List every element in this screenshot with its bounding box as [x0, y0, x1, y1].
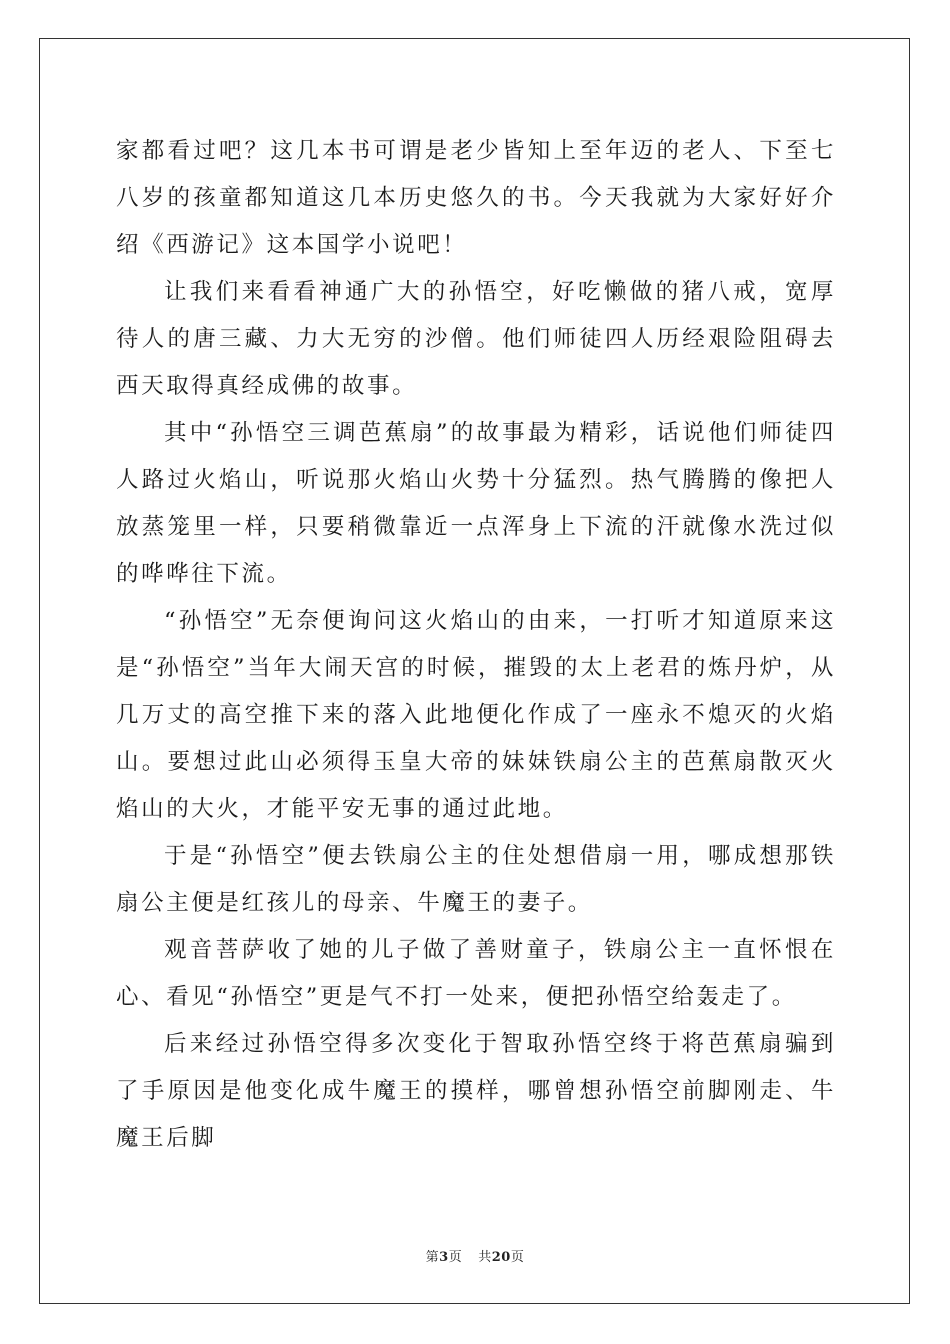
paragraph-7: 后来经过孙悟空得多次变化于智取孙悟空终于将芭蕉扇骗到了手原因是他变化成牛魔王的摸样，哪曾想孙悟空前脚刚走、牛魔王后脚: [116, 1031, 836, 1151]
footer-page-suffix: 页: [448, 1250, 463, 1265]
paragraph-3: 其中“孙悟空三调芭蕉扇”的故事最为精彩，话说他们师徒四人路过火焰山，听说那火焰山火势十分猛烈。热气腾腾的像把人放蒸笼里一样，只要稍微靠近一点浑身上下流的汗就像水洗过似的哗哗往下流。: [116, 420, 836, 587]
paragraph-1: 家都看过吧？这几本书可谓是老少皆知上至年迈的老人、下至七八岁的孩童都知道这几本历史悠久的书。今天我就为大家好好介绍《西游记》这本国学小说吧！: [116, 138, 836, 258]
page-footer: [0, 1246, 950, 1265]
paragraph-5: 于是“孙悟空”便去铁扇公主的住处想借扇一用，哪成想那铁扇公主便是红孩儿的母亲、牛魔王的妻子。: [116, 843, 836, 916]
paragraph-6: 观音菩萨收了她的儿子做了善财童子，铁扇公主一直怀恨在心、看见“孙悟空”更是气不打一处来，便把孙悟空给轰走了。: [116, 937, 836, 1010]
footer-page-number: 3: [439, 1250, 449, 1265]
paragraph-4: “孙悟空”无奈便询问这火焰山的由来，一打听才知道原来这是“孙悟空”当年大闹天宫的时候，摧毁的太上老君的炼丹炉，从几万丈的高空推下来的落入此地便化作成了一座永不熄灭的火焰山。要想过此山必须得玉皇大帝的妹妹铁扇公主的芭蕉扇散灭火焰山的大火，才能平安无事的通过此地。: [116, 608, 836, 822]
footer-total-prefix: 共: [478, 1250, 492, 1265]
footer-page-prefix: 第: [425, 1250, 440, 1265]
footer-total-suffix: 页: [510, 1250, 525, 1265]
footer-total-pages: 20: [491, 1250, 511, 1265]
paragraph-2: 让我们来看看神通广大的孙悟空，好吃懒做的猪八戒，宽厚待人的唐三藏、力大无穷的沙僧。他们师徒四人历经艰险阻碍去西天取得真经成佛的故事。: [116, 279, 836, 399]
document-body: [116, 128, 836, 1162]
